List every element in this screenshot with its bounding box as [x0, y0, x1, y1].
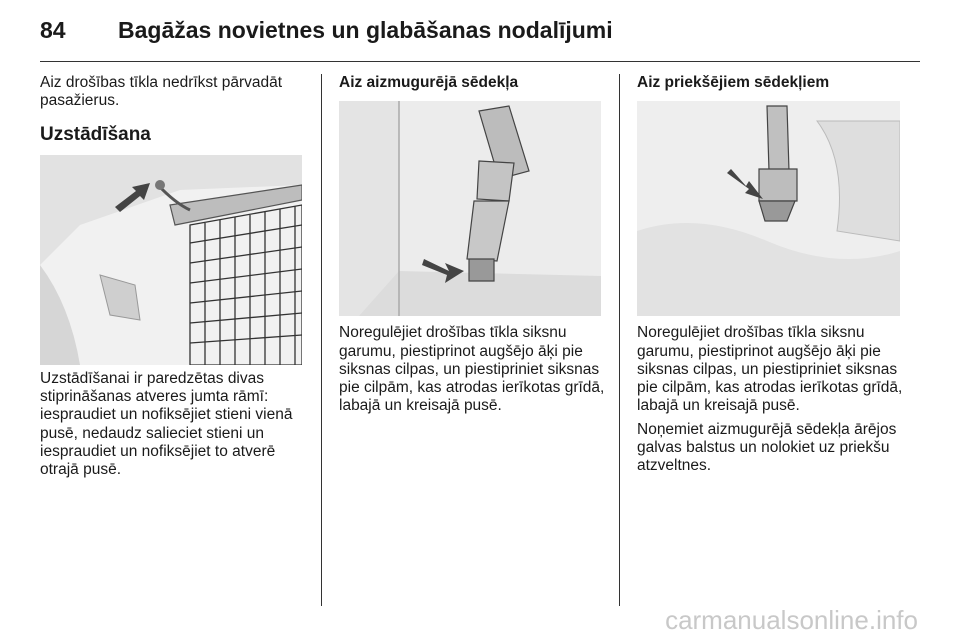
installation-text: Uzstādīšanai ir paredzētas divas stiprināšanas atveres jumta rāmī: iespraudiet un nofiksējiet stieni vienā pusē, nedaudz salieciet stieni un iespraudiet un nofiksējiet to atverē otrajā pusē.	[40, 369, 293, 479]
rear-seat-strap-illustration	[339, 101, 601, 316]
watermark: carmanualsonline.info	[665, 605, 918, 635]
header-divider	[40, 61, 920, 62]
front-seat-strap-illustration	[637, 101, 900, 316]
section-heading-behind-rear-seat: Aiz aizmugurējā sēdekļa	[339, 74, 519, 91]
front-seats-text: Noregulējiet drošības tīkla siksnu garumu, piestiprinot augšējo āķi pie siksnas cilpas, un piestipriniet siksnas pie cilpām, kas atrodas ierīkotas grīdā, labajā un kreisajā pusē.	[637, 324, 903, 415]
rear-seat-text: Noregulējiet drošības tīkla siksnu garumu, piestiprinot augšējo āķi pie siksnas cilpas, un piestipriniet siksnas pie cilpām, kas atrodas ierīkotas grīdā, labajā un kreisajā pusē.	[339, 324, 605, 415]
column-divider-2	[619, 74, 620, 606]
roof-frame-net-illustration	[40, 155, 302, 365]
page-title: Bagāžas novietnes un glabāšanas nodalījumi	[118, 17, 613, 43]
section-heading-behind-front-seats: Aiz priekšējiem sēdekļiem	[637, 74, 830, 91]
page-number: 84	[40, 17, 66, 43]
page-header	[0, 0, 960, 70]
column-divider-1	[321, 74, 322, 606]
intro-text: Aiz drošības tīkla nedrīkst pārvadāt pasažierus.	[40, 74, 283, 110]
section-heading-installation: Uzstādīšana	[40, 123, 151, 145]
front-seats-text-2: Noņemiet aizmugurējā sēdekļa ārējos galvas balstus un nolokiet uz priekšu atzveltnes.	[637, 420, 897, 475]
